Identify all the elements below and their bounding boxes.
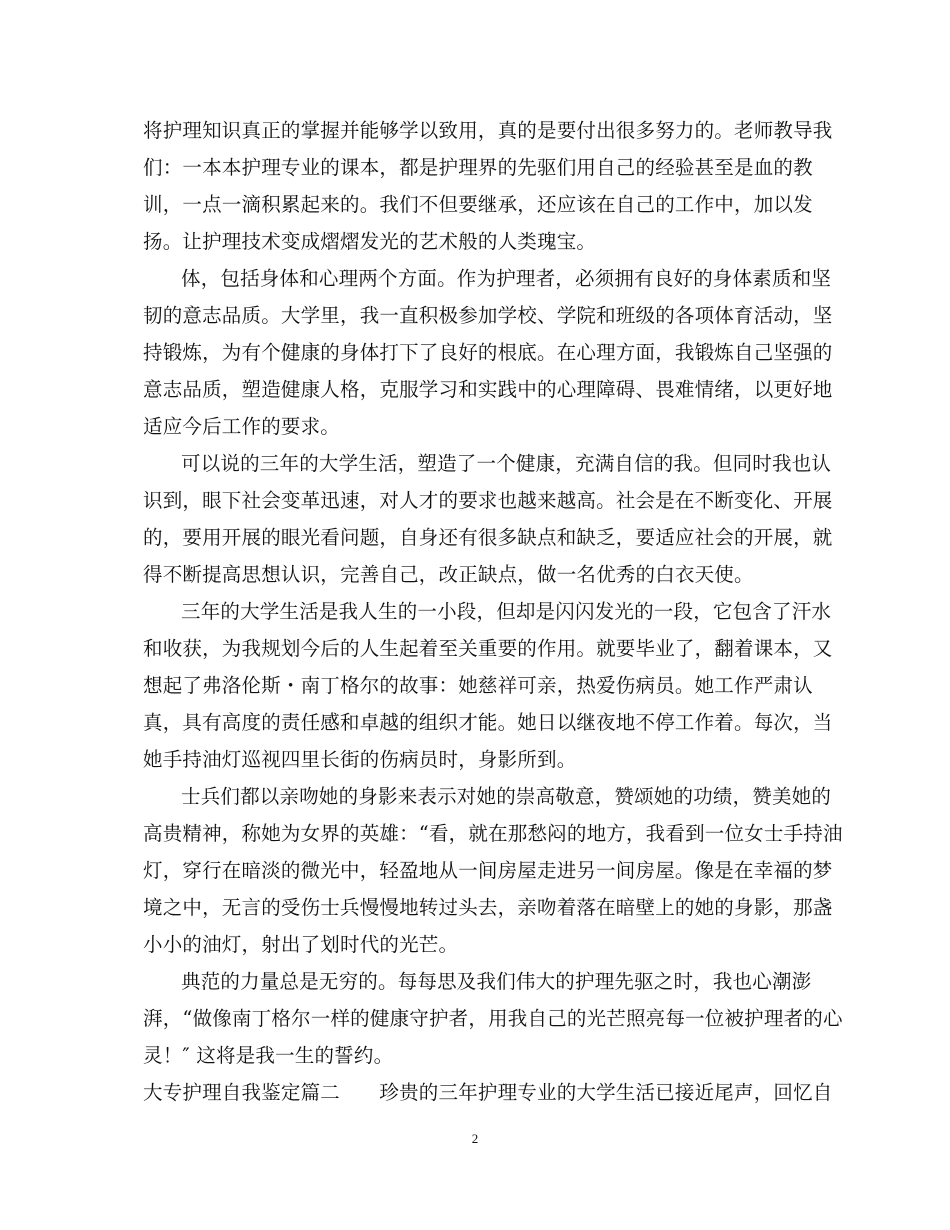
text-line: 境之中，无言的受伤士兵慢慢地转过头去，亲吻着落在暗壁上的她的身影，那盏 <box>143 896 833 919</box>
text-line: 扬。让护理技术变成熠熠发光的艺术般的人类瑰宝。 <box>143 230 597 253</box>
text-line: 湃，“做像南丁格尔一样的健康守护者，用我自己的光芒照亮每一位被护理者的心 <box>143 1007 843 1030</box>
page-number: 2 <box>471 1131 479 1146</box>
section-heading-line: 大专护理自我鉴定篇二 珍贵的三年护理专业的大学生活已接近尾声，回忆自 <box>143 1081 833 1104</box>
text-line: 的，要用开展的眼光看问题，自身还有很多缺点和缺乏，要适应社会的开展，就 <box>143 526 833 549</box>
paragraph-first-line: 体，包括身体和心理两个方面。作为护理者，必须拥有良好的身体素质和坚 <box>181 267 832 290</box>
text-line: 真，具有高度的责任感和卓越的组织才能。她日以继夜地不停工作着。每次，当 <box>143 711 833 734</box>
text-line: 们：一本本护理专业的课本，都是护理界的先驱们用自己的经验甚至是血的教 <box>143 156 813 179</box>
paragraph-first-line: 士兵们都以亲吻她的身影来表示对她的崇高敬意，赞颂她的功绩，赞美她的 <box>181 785 832 808</box>
paragraph-first-line: 三年的大学生活是我人生的一小段，但却是闪闪发光的一段，它包含了汗水 <box>181 600 832 623</box>
text-line: 想起了弗洛伦斯・南丁格尔的故事：她慈祥可亲，热爱伤病员。她工作严肃认 <box>143 674 813 697</box>
paragraph-first-line: 典范的力量总是无穷的。每每思及我们伟大的护理先驱之时，我也心潮澎 <box>181 970 812 993</box>
text-line: 适应今后工作的要求。 <box>143 415 341 438</box>
text-line: 高贵精神，称她为女界的英雄：“看，就在那愁闷的地方，我看到一位女士手持油 <box>143 822 843 845</box>
text-line: 和收获，为我规划今后的人生起着至关重要的作用。就要毕业了，翻着课本，又 <box>143 637 833 660</box>
text-line: 得不断提高思想认识，完善自己，改正缺点，做一名优秀的白衣天使。 <box>143 563 754 586</box>
text-line: 训，一点一滴积累起来的。我们不但要继承，还应该在自己的工作中，加以发 <box>143 193 813 216</box>
text-line: 她手持油灯巡视四里长街的伤病员时，身影所到。 <box>143 748 577 771</box>
text-line: 持锻炼，为有个健康的身体打下了良好的根底。在心理方面，我锻炼自己坚强的 <box>143 341 833 364</box>
text-line: 小小的油灯，射出了划时代的光芒。 <box>143 933 459 956</box>
text-line: 意志品质，塑造健康人格，克服学习和实践中的心理障碍、畏难情绪，以更好地 <box>143 378 833 401</box>
text-line: 将护理知识真正的掌握并能够学以致用，真的是要付出很多努力的。老师教导我 <box>143 119 833 142</box>
paragraph-first-line: 可以说的三年的大学生活，塑造了一个健康，充满自信的我。但同时我也认 <box>181 452 832 475</box>
text-line: 灯，穿行在暗淡的微光中，轻盈地从一间房屋走进另一间房屋。像是在幸福的梦 <box>143 859 833 882</box>
text-line: 灵！″ 这将是我一生的誓约。 <box>143 1044 394 1067</box>
text-line: 韧的意志品质。大学里，我一直积极参加学校、学院和班级的各项体育活动，坚 <box>143 304 833 327</box>
text-line: 识到，眼下社会变革迅速，对人才的要求也越来越高。社会是在不断变化、开展 <box>143 489 833 512</box>
